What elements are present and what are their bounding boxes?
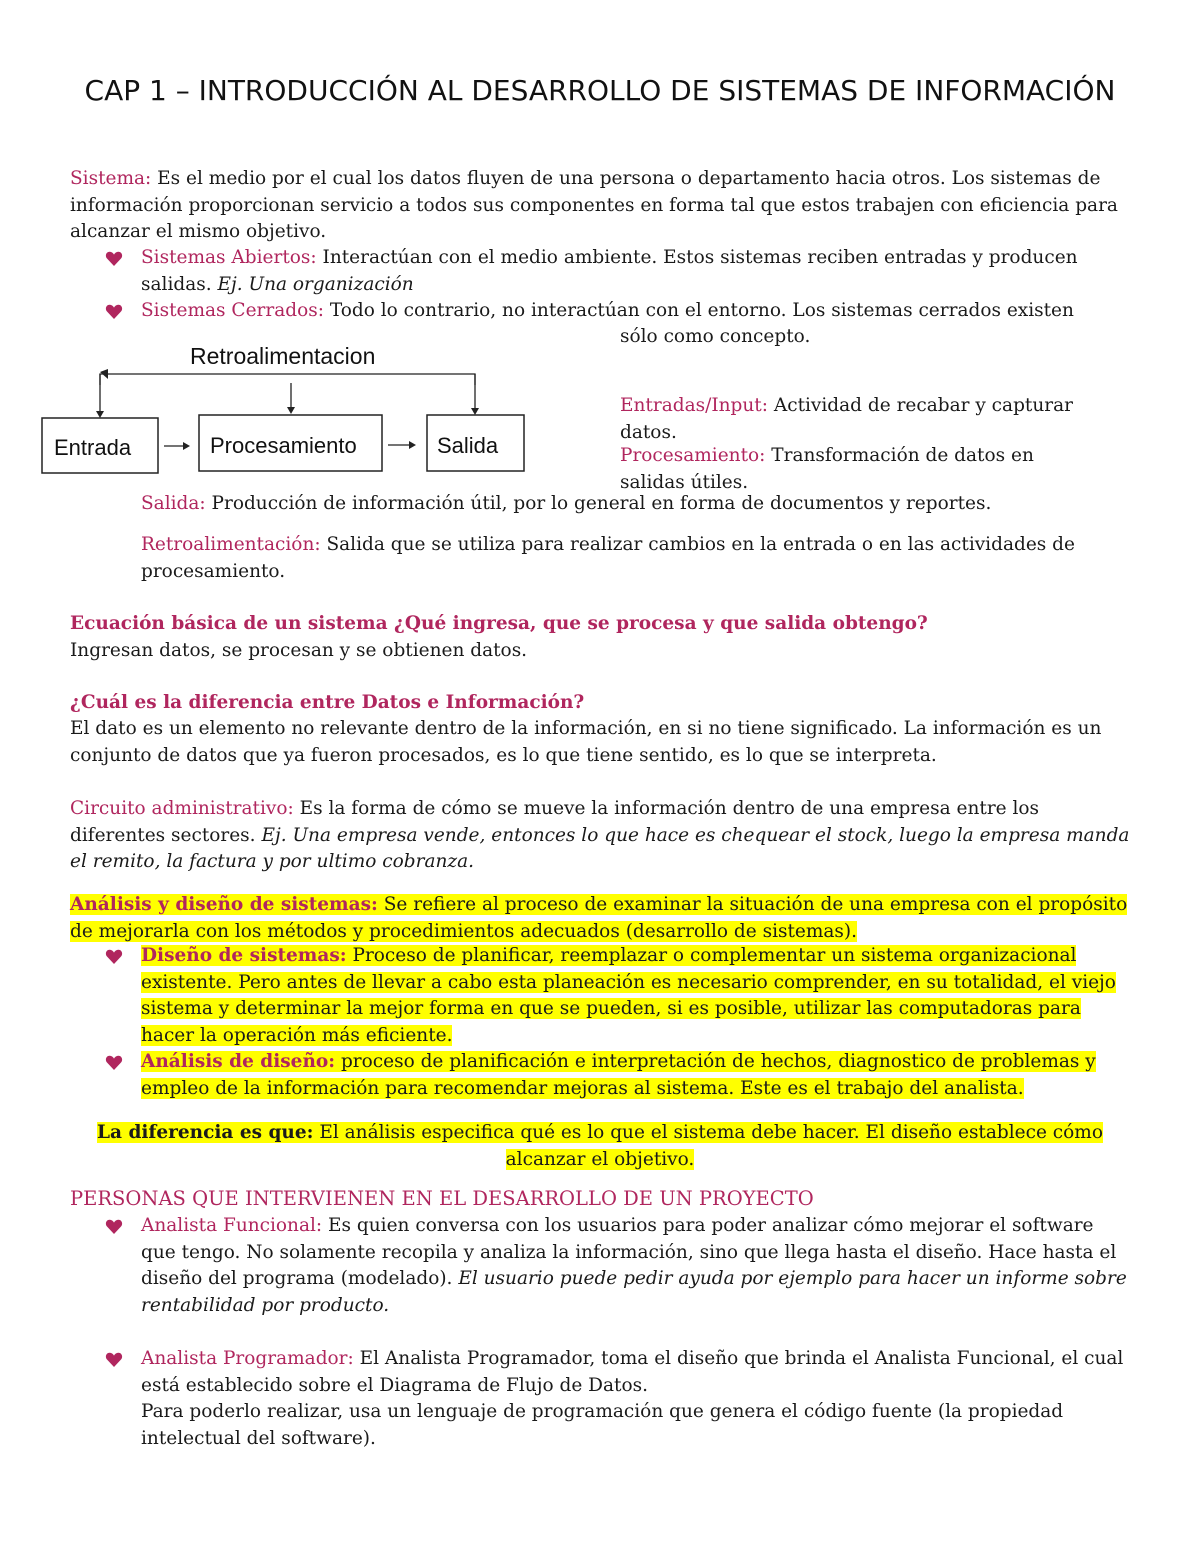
diferencia-answer: El dato es un elemento no relevante dentro de la información, en si no tiene significado. La información es un conjunto de datos que ya fueron procesados, es lo que tiene sentido, es lo que se interpreta. — [70, 718, 1102, 766]
down-arrowhead-entrada — [96, 411, 104, 418]
diseno-sistemas-item — [141, 943, 1126, 1049]
procesamiento-definition — [620, 443, 1080, 496]
sistemas-cerrados-item — [141, 298, 1131, 325]
diferencia-question: ¿Cuál es la diferencia entre Datos e Información? — [70, 692, 585, 713]
salida-term: Salida: — [141, 493, 206, 514]
sistema-term: Sistema: — [70, 168, 152, 189]
heart-icon — [105, 1055, 123, 1073]
heart-icon — [105, 251, 123, 269]
analista-programador-text2: Para poderlo realizar, usa un lenguaje de programación que genera el código fuente (la propiedad intelectual del software). — [141, 1401, 1064, 1449]
analista-funcional-item — [141, 1213, 1131, 1319]
ecuacion-question: Ecuación básica de un sistema ¿Qué ingresa, que se procesa y que salida obtengo? — [70, 613, 928, 634]
retroalimentacion-text: Salida que se utiliza para realizar cambios en la entrada o en las actividades de procesamiento. — [141, 534, 1075, 582]
heart-icon — [105, 949, 123, 967]
entradas-term: Entradas/Input: — [620, 395, 768, 416]
analista-programador-term: Analista Programador: — [141, 1348, 354, 1369]
ecuacion-answer: Ingresan datos, se procesan y se obtienen datos. — [70, 640, 528, 661]
box-label-salida: Salida — [437, 433, 499, 458]
analisis-diseno-item — [141, 1049, 1126, 1102]
procesamiento-text: Transformación de datos en salidas útiles. — [620, 445, 1034, 493]
entradas-definition — [620, 393, 1110, 446]
down-arrowhead-salida — [471, 408, 479, 415]
heart-icon — [105, 1219, 123, 1237]
arrowhead-entrada-procesamiento — [183, 442, 190, 450]
sistemas-abiertos-text: Interactúan con el medio ambiente. Estos sistemas reciben entradas y producen salidas. — [141, 247, 1078, 295]
personas-heading: PERSONAS QUE INTERVIENEN EN EL DESARROLLO DE UN PROYECTO — [70, 1187, 814, 1210]
analisis-diseno-text: proceso de planificación e interpretación de hechos, diagnostico de problemas y empleo de la información para recomendar mejoras al sistema. Este es el trabajo del analista. — [141, 1051, 1096, 1099]
sistemas-cerrados-term: Sistemas Cerrados: — [141, 300, 324, 321]
page-title: CAP 1 – INTRODUCCIÓN AL DESARROLLO DE SISTEMAS DE INFORMACIÓN — [84, 74, 1116, 107]
retroalimentacion-term: Retroalimentación: — [141, 534, 321, 555]
circuito-term: Circuito administrativo: — [70, 798, 294, 819]
sistemas-abiertos-item — [141, 245, 1121, 298]
circuito-text: Es la forma de cómo se mueve la información dentro de una empresa entre los diferentes sectores. — [70, 798, 1040, 846]
circuito-paragraph — [70, 796, 1130, 876]
analista-funcional-example: El usuario puede pedir ayuda por ejemplo para hacer un informe sobre rentabilidad por producto. — [141, 1268, 1127, 1316]
sistema-text: Es el medio por el cual los datos fluyen de una persona o departamento hacia otros. Los sistemas de información proporcionan servicio a todos sus componentes en forma tal que estos trabajen con eficiencia para alcanzar el mismo objetivo. — [70, 168, 1118, 242]
analista-funcional-text: Es quien conversa con los usuarios para poder analizar cómo mejorar el software que tengo. No solamente recopila y analiza la información, sino que llega hasta el diseño. Hace hasta el diseño del programa (modelado). — [141, 1215, 1117, 1289]
diseno-sistemas-term: Diseño de sistemas: — [141, 945, 347, 966]
feedback-label: Retroalimentacion — [190, 343, 376, 369]
salida-text: Producción de información útil, por lo general en forma de documentos y reportes. — [205, 493, 992, 514]
analisis-text: Se refiere al proceso de examinar la situación de una empresa con el propósito de mejorarla con los métodos y procedimientos adecuados (desarrollo de sistemas). — [70, 894, 1128, 942]
procesamiento-term: Procesamiento: — [620, 445, 766, 466]
analisis-term: Análisis y diseño de sistemas: — [70, 894, 378, 915]
sistemas-cerrados-cont: sólo como concepto. — [620, 326, 811, 347]
system-diagram — [38, 338, 538, 480]
analista-programador-item — [141, 1346, 1131, 1399]
diseno-sistemas-text: Proceso de planificar, reemplazar o complementar un sistema organizacional existente. Pero antes de llevar a cabo esta planeación es necesario comprender, en su totalidad, el viejo sistema y determinar la mejor forma en que se pueden, si es posible, utilizar las computadoras para hacer la operación más eficiente. — [141, 945, 1116, 1046]
sistema-paragraph — [70, 166, 1132, 246]
diferencia-analisis-diseno — [80, 1120, 1120, 1173]
analisis-diseno-term: Análisis de diseño: — [141, 1051, 336, 1072]
feedback-line — [100, 374, 475, 385]
box-label-procesamiento: Procesamiento — [210, 433, 357, 458]
diferencia-text: El análisis especifica qué es lo que el sistema debe hacer. El diseño establece cómo alcanzar el objetivo. — [313, 1122, 1103, 1170]
diferencia-term: La diferencia es que: — [97, 1122, 314, 1143]
retroalimentacion-definition — [141, 532, 1131, 585]
salida-definition — [141, 491, 1131, 518]
sistemas-cerrados-text: Todo lo contrario, no interactúan con el entorno. Los sistemas cerrados existen — [323, 300, 1074, 321]
sistemas-abiertos-term: Sistemas Abiertos: — [141, 247, 317, 268]
circuito-example: Ej. Una empresa vende, entonces lo que hace es chequear el stock, luego la empresa manda el remito, la factura y por ultimo cobranza. — [70, 824, 1130, 872]
heart-icon — [105, 304, 123, 322]
sistemas-abiertos-example: Ej. Una organización — [217, 273, 414, 295]
analista-programador-text: El Analista Programador, toma el diseño que brinda el Analista Funcional, el cual está establecido sobre el Diagrama de Flujo de Datos. — [141, 1348, 1124, 1396]
analista-funcional-term: Analista Funcional: — [141, 1215, 323, 1236]
analisis-paragraph — [70, 892, 1130, 945]
heart-icon — [105, 1352, 123, 1370]
box-label-entrada: Entrada — [54, 435, 132, 460]
arrowhead-procesamiento-salida — [409, 441, 416, 449]
entradas-text: Actividad de recabar y capturar datos. — [620, 395, 1073, 443]
down-arrowhead-procesamiento — [287, 407, 295, 414]
